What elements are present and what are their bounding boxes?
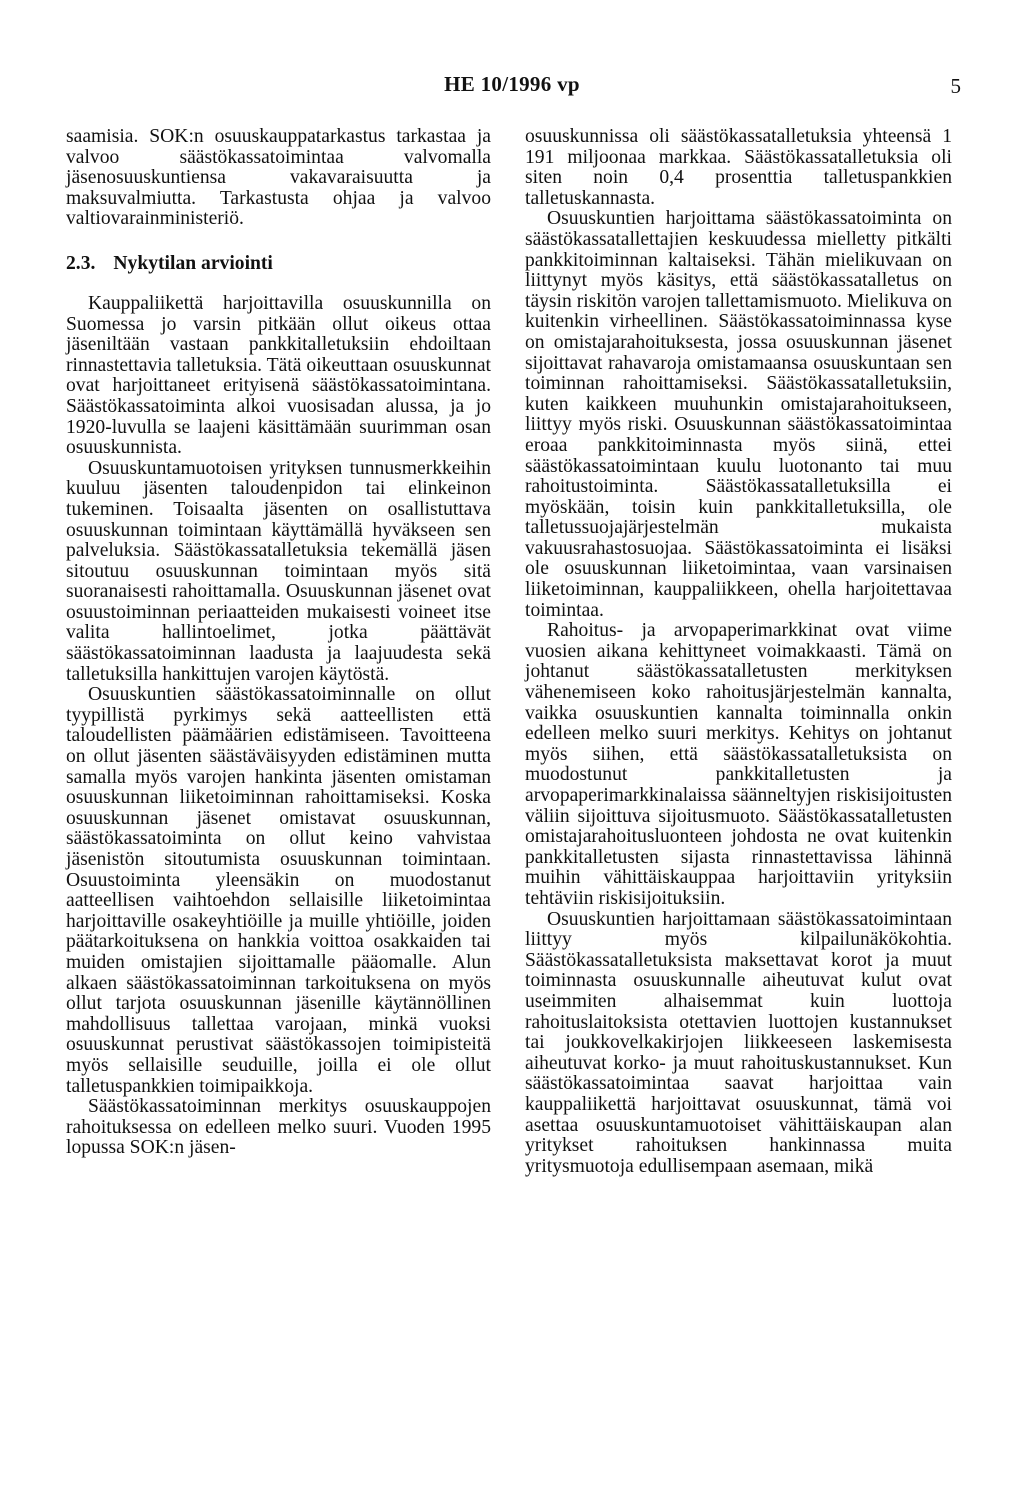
page-header bbox=[0, 72, 1024, 102]
paragraph: Osuuskuntien säästökassatoiminnalle on ollut tyypillistä pyrkimys sekä aatteellisten että taloudellisten päämäärien edistämiseen. Tavoitteena on ollut jäsenten säästäväisyyden edistäminen mutta samalla myös varojen hankinta jäsenten omistaman osuuskunnan liiketoiminnan rahoittamiseksi. Koska osuuskunnan jäsenet omistavat osuuskunnan, säästökassatoiminta on ollut keino vahvistaa jäsenistön sitoutumista osuuskunnan toimintaan. Osuustoiminta yleensäkin on muodostanut aatteellisen vaihtoehdon sellaisille liiketoimintaa harjoittaville osakeyhtiöille ja muille yhtiöille, joiden päätarkoituksena on hankkia voittoa osakkaiden tai muiden omistajien sijoittamalle pääomalle. Alun alkaen säästökassatoiminnan tarkoituksena on myös ollut tarjota osuuskunnan jäsenille käytännöllinen mahdollisuus tallettaa varojaan, minkä vuoksi osuuskunnat perustivat säästökassojen toimipisteitä myös sellaisille seuduille, joilla ei ole ollut talletuspankkien toimipaikkoja. bbox=[66, 684, 491, 1097]
paragraph: Rahoitus- ja arvopaperimarkkinat ovat viime vuosien aikana kehittyneet voimakkaasti. Tämä on johtanut säästökassatalletusten merkityksen vähenemiseen koko rahoitusjärjestelmän kannalta, vaikka osuuskuntien kannalta toiminnalla onkin edelleen melko suuri merkitys. Kehitys on johtanut myös siihen, että säästökassatalletuksista on muodostunut pankkitalletusten ja arvopaperimarkkinalaissa säänneltyjen riskisijoitusten väliin sijoittuva sijoitusmuoto. Säästökassatalletusten omistajarahoitusluonteen johdosta ne ovat kuitenkin pankkitalletusten sijasta rinnastettavissa lähinnä muihin vähittäiskauppaa harjoittaviin yrityksiin tehtäviin riskisijoituksiin. bbox=[525, 620, 952, 909]
paragraph: Kauppaliikettä harjoittavilla osuuskunnilla on Suomessa jo varsin pitkään ollut oikeus ottaa jäseniltään vastaan pankkitalletuksiin ehdoiltaan rinnastettavia talletuksia. Tätä oikeuttaan osuuskunnat ovat harjoittaneet erityisenä säästökassatoimintana. Säästökassatoiminta alkoi vuosisadan alussa, ja jo 1920-luvulla se laajeni käsittämään suurimman osan osuuskunnista. bbox=[66, 292, 491, 459]
section-number: 2.3. bbox=[66, 252, 96, 274]
paragraph: Osuuskuntamuotoisen yrityksen tunnusmerkkeihin kuuluu jäsenten taloudenpidon tai elinkeinon tukeminen. Toisaalta jäsenten on osallistuttava osuuskunnan toimintaan käyttämällä hyväkseen sen palveluksia. Säästökassatalletuksia tekemällä jäsen sitoutuu osuuskunnan toimintaan myös sitä suoranaisesti rahoittamalla. Osuuskunnan jäsenet ovat osuustoiminnan periaatteiden mukaisesti voineet itse valita hallintoelimet, jotka päättävät säästökassatoiminnan laadusta ja laajuudesta sekä talletuksilla hankittujen varojen käytöstä. bbox=[66, 457, 491, 685]
paragraph: Säästökassatoiminnan merkitys osuuskauppojen rahoituksessa on edelleen melko suuri. Vuoden 1995 lopussa SOK:n jäsen- bbox=[66, 1096, 491, 1159]
paragraph: Osuuskuntien harjoittama säästökassatoiminta on säästökassatallettajien keskuudessa mielletty pitkälti pankkitoiminnan kaltaiseksi. Tähän mielikuvaan on liittynyt myös käsitys, että säästökassatalletus on täysin riskitön varojen tallettamismuoto. Mielikuva on kuitenkin virheellinen. Säästökassatoiminnassa kyse on omistajarahoituksesta, jossa osuuskunnan jäsenet sijoittavat rahavaroja omistamaansa osuuskuntaan sen toiminnan rahoittamiseksi. Säästökassatalletuksiin, kuten kaikkeen muuhunkin omistajarahoitukseen, liittyy myös riski. Osuuskunnan säästökassatoimintaa eroaa pankkitoiminnasta myös siinä, ettei säästökassatoimintaan kuulu luotonanto tai muu rahoitustoiminta. Säästökassatalletuksilla ei myöskään, toisin kuin pankkitalletuksilla, ole talletussuojajärjestelmän mukaista vakuusrahastosuojaa. Säästökassatoiminta ei lisäksi ole osuuskunnan liiketoimintaa, vaan varsinaisen liiketoiminnan, kauppaliikkeen, ohella harjoitettavaa toimintaa. bbox=[525, 208, 952, 621]
paragraph: osuuskunnissa oli säästökassatalletuksia yhteensä 1 191 miljoonaa markkaa. Säästökassatalletuksia oli siten noin 0,4 prosenttia talletuspankkien talletuskannasta. bbox=[525, 126, 952, 209]
paragraph: Osuuskuntien harjoittamaan säästökassatoimintaan liittyy myös kilpailunäkökohtia. Säästökassatalletuksista maksettavat korot ja muut toiminnasta osuuskunnalle aiheutuvat kulut ovat useimmiten alhaisemmat kuin luottoja rahoituslaitoksista otettavien luottojen kustannukset tai joukkovelkakirjojen liikkeeseen laskemisesta aiheutuvat korko- ja muut rahoituskustannukset. Kun säästökassatoimintaa saavat harjoittaa vain kauppaliikettä harjoittavat osuuskunnat, tämä voi asettaa osuuskuntamuotoiset vähittäiskaupan alan yritykset rahoituksen hankinnassa muita yritysmuotoja edullisempaan asemaan, mikä bbox=[525, 908, 952, 1177]
document-title: HE 10/1996 vp bbox=[444, 72, 580, 96]
section-title: Nykytilan arviointi bbox=[113, 252, 273, 274]
left-column bbox=[66, 127, 491, 1159]
section-heading bbox=[66, 253, 491, 275]
paragraph: saamisia. SOK:n osuuskauppatarkastus tarkastaa ja valvoo säästökassatoimintaa valvomalla jäsenosuuskuntiensa vakavaraisuutta ja maksuvalmiutta. Tarkastusta ohjaa ja valvoo valtiovarainministeriö. bbox=[66, 126, 491, 230]
page-number: 5 bbox=[950, 74, 961, 98]
right-column bbox=[525, 127, 952, 1177]
